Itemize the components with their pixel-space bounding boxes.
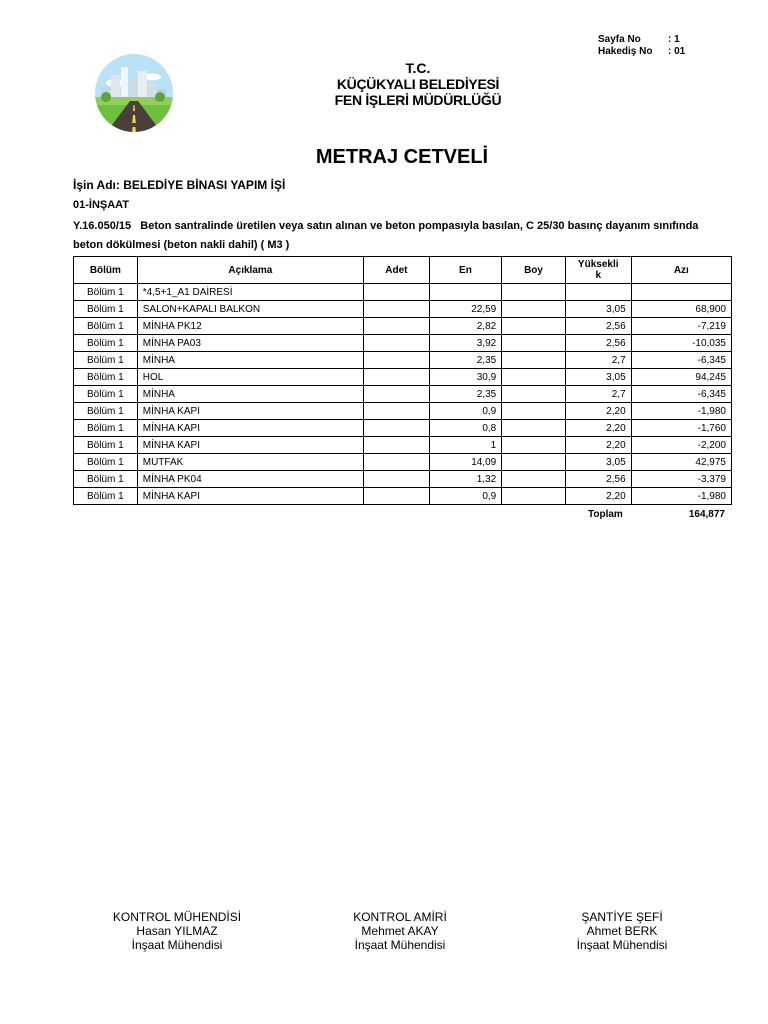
cell-aciklama: MİNHA KAPI <box>137 437 363 454</box>
cell-boy <box>502 335 566 352</box>
cell-adet <box>364 488 430 505</box>
cell-en: 3,92 <box>429 335 502 352</box>
header-yukseklik-part-2: k <box>595 270 601 281</box>
cell-boy <box>502 386 566 403</box>
cell-aciklama: MİNHA KAPI <box>137 403 363 420</box>
job-name-line <box>73 178 285 192</box>
city-road-logo-icon <box>94 53 174 133</box>
cell-adet <box>364 352 430 369</box>
cell-azi: -7,219 <box>631 318 731 335</box>
cell-aciklama: MİNHA PA03 <box>137 335 363 352</box>
cell-boy <box>502 284 566 301</box>
header-adet: Adet <box>364 257 430 284</box>
signature-name: Ahmet BERK <box>586 924 658 938</box>
cell-en <box>429 284 502 301</box>
cell-adet <box>364 471 430 488</box>
cell-aciklama: MİNHA <box>137 352 363 369</box>
table-row <box>74 454 732 471</box>
cell-boy <box>502 369 566 386</box>
header-line-3: FEN İŞLERİ MÜDÜRLÜĞÜ <box>334 92 502 108</box>
table-row <box>74 386 732 403</box>
cell-aciklama: MİNHA KAPI <box>137 420 363 437</box>
cell-en: 1,32 <box>429 471 502 488</box>
section-code: 01-İNŞAAT <box>73 199 130 211</box>
progress-number-label: Hakediş No <box>598 46 653 57</box>
cell-adet <box>364 437 430 454</box>
cell-aciklama: MİNHA <box>137 386 363 403</box>
cell-aciklama: HOL <box>137 369 363 386</box>
cell-adet <box>364 284 430 301</box>
header-line-2: KÜÇÜKYALI BELEDİYESİ <box>336 76 500 92</box>
cell-azi: 94,245 <box>631 369 731 386</box>
cell-yukseklik: 2,7 <box>565 386 631 403</box>
cell-en: 14,09 <box>429 454 502 471</box>
table-row <box>74 335 732 352</box>
cell-azi: -3,379 <box>631 471 731 488</box>
cell-en: 2,35 <box>429 386 502 403</box>
cell-aciklama: MİNHA PK12 <box>137 318 363 335</box>
cell-bolum: Bölüm 1 <box>74 420 138 437</box>
cell-bolum: Bölüm 1 <box>74 471 138 488</box>
page-meta <box>598 34 685 58</box>
header-yukseklik-part-1: Yüksekli <box>577 259 619 270</box>
cell-en: 2,35 <box>429 352 502 369</box>
cell-yukseklik: 3,05 <box>565 369 631 386</box>
table-row <box>74 471 732 488</box>
table-row <box>74 284 732 301</box>
item-description: Beton santralinde üretilen veya satın alınan ve beton pompasıyla basılan, C 25/30 basınç dayanım sınıfında beton dökülmesi (beton nakli dahil) ( M3 ) <box>73 220 699 251</box>
cell-bolum: Bölüm 1 <box>74 352 138 369</box>
cell-boy <box>502 403 566 420</box>
header-boy: Boy <box>502 257 566 284</box>
cell-yukseklik <box>565 284 631 301</box>
cell-azi: -1,980 <box>631 488 731 505</box>
cell-adet <box>364 301 430 318</box>
cell-yukseklik: 2,20 <box>565 437 631 454</box>
cell-boy <box>502 318 566 335</box>
cell-aciklama: MİNHA KAPI <box>137 488 363 505</box>
page-number-label: Sayfa No <box>598 34 641 45</box>
signature-role: KONTROL AMİRİ <box>353 910 447 924</box>
total-label: Toplam <box>588 509 623 520</box>
cell-azi: -10,035 <box>631 335 731 352</box>
cell-yukseklik: 2,7 <box>565 352 631 369</box>
signature-title: İnşaat Mühendisi <box>354 938 446 952</box>
cell-azi <box>631 284 731 301</box>
cell-bolum: Bölüm 1 <box>74 386 138 403</box>
cell-bolum: Bölüm 1 <box>74 369 138 386</box>
header-azi: Azı <box>631 257 731 284</box>
cell-azi: 68,900 <box>631 301 731 318</box>
header-aciklama: Açıklama <box>137 257 363 284</box>
cell-bolum: Bölüm 1 <box>74 454 138 471</box>
cell-aciklama: MİNHA PK04 <box>137 471 363 488</box>
cell-yukseklik: 2,20 <box>565 420 631 437</box>
header-yukseklik <box>565 257 631 284</box>
job-name-label: İşin Adı: <box>73 178 120 192</box>
signature-block-control-engineer <box>77 910 277 952</box>
table-header-row <box>74 257 732 284</box>
cell-en: 0,9 <box>429 488 502 505</box>
document-title: METRAJ CETVELİ <box>315 146 489 168</box>
cell-yukseklik: 3,05 <box>565 454 631 471</box>
table-row <box>74 301 732 318</box>
cell-boy <box>502 437 566 454</box>
cell-boy <box>502 471 566 488</box>
table-row <box>74 369 732 386</box>
cell-bolum: Bölüm 1 <box>74 335 138 352</box>
cell-yukseklik: 2,56 <box>565 471 631 488</box>
progress-number-value: : 01 <box>668 46 686 57</box>
cell-bolum: Bölüm 1 <box>74 318 138 335</box>
cell-yukseklik: 2,20 <box>565 488 631 505</box>
table-body <box>74 284 732 505</box>
cell-aciklama: SALON+KAPALI BALKON <box>137 301 363 318</box>
cell-azi: -2,200 <box>631 437 731 454</box>
table-row <box>74 488 732 505</box>
cell-azi: -1,980 <box>631 403 731 420</box>
header-bolum: Bölüm <box>74 257 138 284</box>
signature-title: İnşaat Mühendisi <box>576 938 668 952</box>
cell-bolum: Bölüm 1 <box>74 437 138 454</box>
cell-bolum: Bölüm 1 <box>74 488 138 505</box>
cell-en: 0,8 <box>429 420 502 437</box>
signature-block-control-chief <box>300 910 500 952</box>
signature-block-site-chief <box>522 910 722 952</box>
cell-azi: -6,345 <box>631 352 731 369</box>
cell-boy <box>502 352 566 369</box>
cell-aciklama: *4,5+1_A1 DAİRESİ <box>137 284 363 301</box>
item-code: Y.16.050/15 <box>73 220 132 232</box>
table-row <box>74 420 732 437</box>
cell-adet <box>364 318 430 335</box>
item-description-block <box>73 217 723 255</box>
institution-header <box>250 60 586 108</box>
cell-boy <box>502 420 566 437</box>
signature-name: Hasan YILMAZ <box>136 924 218 938</box>
cell-adet <box>364 386 430 403</box>
cell-bolum: Bölüm 1 <box>74 284 138 301</box>
cell-yukseklik: 3,05 <box>565 301 631 318</box>
cell-en: 22,59 <box>429 301 502 318</box>
signature-title: İnşaat Mühendisi <box>131 938 223 952</box>
signature-role: KONTROL MÜHENDİSİ <box>112 910 242 924</box>
cell-adet <box>364 454 430 471</box>
cell-boy <box>502 488 566 505</box>
cell-boy <box>502 301 566 318</box>
cell-azi: -6,345 <box>631 386 731 403</box>
cell-en: 30,9 <box>429 369 502 386</box>
cell-yukseklik: 2,56 <box>565 318 631 335</box>
signature-name: Mehmet AKAY <box>361 924 439 938</box>
measurement-table <box>73 256 732 505</box>
cell-yukseklik: 2,56 <box>565 335 631 352</box>
cell-adet <box>364 403 430 420</box>
signature-role: ŞANTİYE ŞEFİ <box>581 910 663 924</box>
cell-azi: 42,975 <box>631 454 731 471</box>
cell-en: 0,9 <box>429 403 502 420</box>
cell-boy <box>502 454 566 471</box>
cell-bolum: Bölüm 1 <box>74 403 138 420</box>
header-en: En <box>429 257 502 284</box>
cell-en: 2,82 <box>429 318 502 335</box>
page-number-value: : 1 <box>668 34 680 45</box>
cell-adet <box>364 420 430 437</box>
job-name-value: BELEDİYE BİNASI YAPIM İŞİ <box>123 178 286 192</box>
cell-en: 1 <box>429 437 502 454</box>
cell-adet <box>364 335 430 352</box>
cell-azi: -1,760 <box>631 420 731 437</box>
table-row <box>74 403 732 420</box>
total-value: 164,877 <box>688 509 725 520</box>
table-row <box>74 437 732 454</box>
cell-yukseklik: 2,20 <box>565 403 631 420</box>
cell-bolum: Bölüm 1 <box>74 301 138 318</box>
cell-adet <box>364 369 430 386</box>
table-row <box>74 352 732 369</box>
table-row <box>74 318 732 335</box>
cell-aciklama: MUTFAK <box>137 454 363 471</box>
header-line-1: T.C. <box>405 60 431 76</box>
